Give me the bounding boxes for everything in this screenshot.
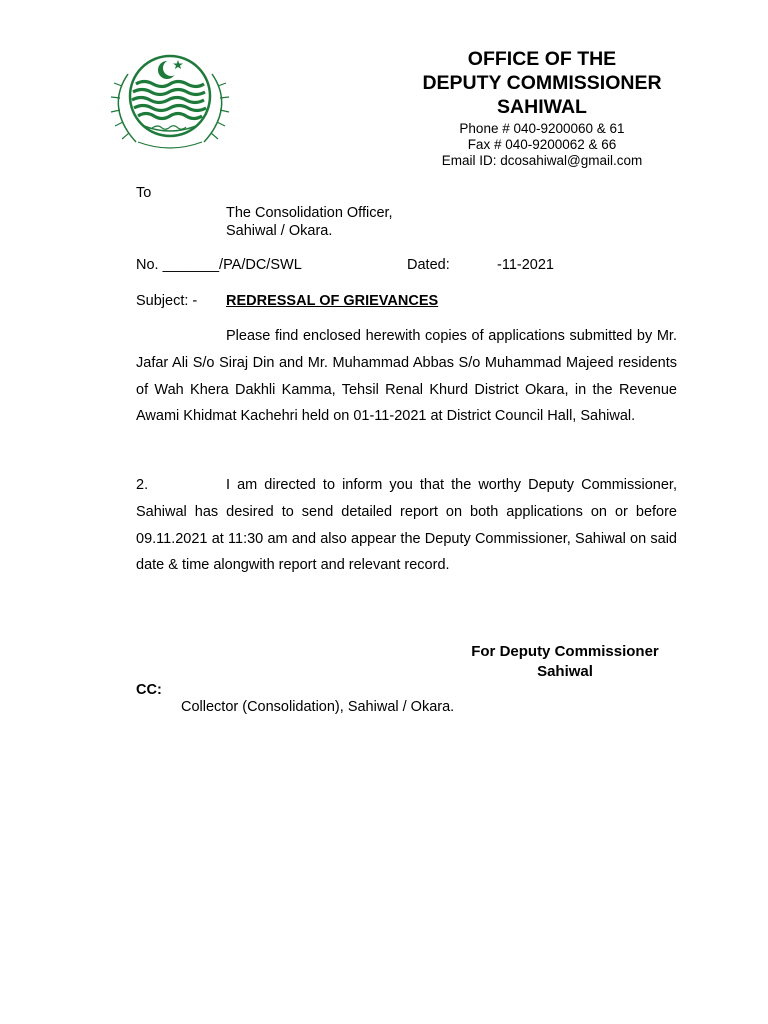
punjab-emblem-logo: [108, 46, 232, 154]
signoff-line2: Sahiwal: [537, 663, 593, 680]
signoff-block: [458, 642, 672, 682]
body-paragraph-1: Please find enclosed herewith copies of applications submitted by Mr. Jafar Ali S/o Siraj Din and Mr. Muhammad Abbas S/o Muhammad Majeed residents of Wah Khera Dakhli Kamma, Tehsil Renal Khurd District Okara, in the Revenue Awami Khidmat Kachehri held on 01-11-2021 at District Council Hall, Sahiwal.: [136, 328, 677, 425]
reference-number: No. _______/PA/DC/SWL: [136, 257, 302, 273]
office-title-line2: DEPUTY COMMISSIONER: [422, 72, 662, 94]
recipient-line1: The Consolidation Officer,: [226, 205, 393, 221]
paragraph-2-text: I am directed to inform you that the worthy Deputy Commissioner, Sahiwal has desired to send detailed report on both applications on or before 09.11.2021 at 11:30 am and also appear the Deputy Commissioner, Sahiwal on said date & time alongwith report and relevant record.: [136, 477, 677, 574]
subject-label: Subject: -: [136, 293, 198, 309]
cc-item: Collector (Consolidation), Sahiwal / Okara.: [181, 699, 455, 715]
recipient-address: [226, 204, 393, 240]
paragraph-2-number: 2.: [136, 477, 149, 493]
dated-label: Dated:: [407, 257, 450, 273]
email-line: Email ID: dcosahiwal@gmail.com: [441, 153, 643, 168]
fax-line: Fax # 040-9200062 & 66: [467, 137, 617, 152]
signoff-line1: For Deputy Commissioner: [471, 643, 659, 660]
subject-text: REDRESSAL OF GRIEVANCES: [226, 293, 439, 309]
phone-line: Phone # 040-9200060 & 61: [459, 121, 625, 136]
recipient-line2: Sahiwal / Okara.: [226, 223, 333, 239]
body-paragraph-2: [136, 472, 677, 579]
cc-label: CC:: [136, 682, 162, 698]
contact-block: [402, 121, 682, 169]
office-title-line1: OFFICE OF THE: [467, 48, 617, 70]
office-title-line3: SAHIWAL: [497, 96, 587, 118]
office-letterhead: [402, 47, 682, 169]
to-label: To: [136, 185, 152, 201]
dated-value: -11-2021: [497, 257, 554, 273]
